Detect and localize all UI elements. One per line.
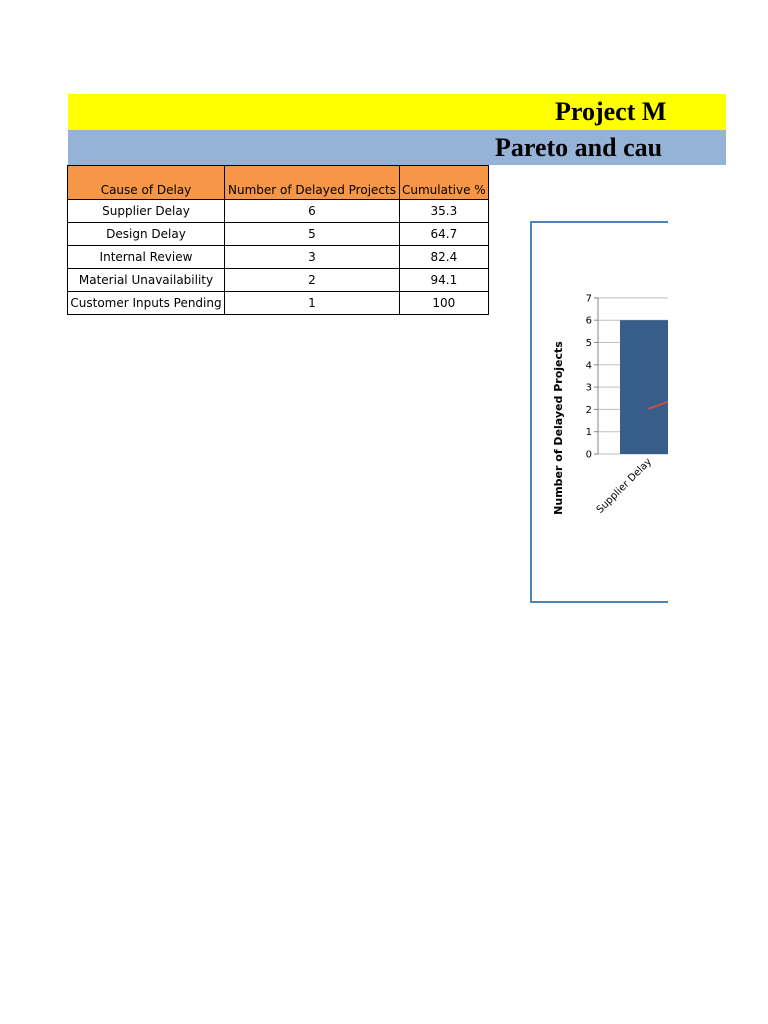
y-axis-title: Number of Delayed Projects	[552, 341, 565, 515]
y-tick-label: 6	[585, 315, 592, 327]
y-tick-label: 7	[585, 293, 592, 305]
y-tick-label: 3	[585, 382, 592, 394]
table-row	[68, 269, 489, 292]
table-header-row	[68, 166, 489, 200]
cell-cause[interactable]: Internal Review	[68, 246, 225, 269]
y-tick-label: 5	[585, 338, 592, 349]
bar-supplier-delay	[620, 320, 668, 454]
y-tick-label: 1	[585, 427, 592, 439]
delay-table-container	[67, 165, 489, 315]
cell-cumulative[interactable]: 64.7	[400, 223, 489, 246]
table-row	[68, 223, 489, 246]
cell-cause[interactable]: Design Delay	[68, 223, 225, 246]
header-cause[interactable]: Cause of Delay	[68, 166, 225, 200]
table-row	[68, 292, 489, 315]
y-tick-label: 2	[585, 404, 592, 416]
header-cumulative[interactable]: Cumulative %	[400, 166, 489, 200]
y-tick-label: 0	[585, 449, 592, 461]
table-row	[68, 246, 489, 269]
cell-cause[interactable]: Supplier Delay	[68, 200, 225, 223]
cell-cumulative[interactable]: 35.3	[400, 200, 489, 223]
cell-count[interactable]: 5	[225, 223, 400, 246]
x-tick-label: Supplier Delay	[594, 456, 655, 516]
cell-cumulative[interactable]: 94.1	[400, 269, 489, 292]
cell-count[interactable]: 3	[225, 246, 400, 269]
cell-count[interactable]: 6	[225, 200, 400, 223]
pareto-chart-svg	[532, 223, 668, 603]
table-row	[68, 200, 489, 223]
cell-cause[interactable]: Customer Inputs Pending	[68, 292, 225, 315]
cell-cumulative[interactable]: 100	[400, 292, 489, 315]
cell-count[interactable]: 1	[225, 292, 400, 315]
report-subtitle-banner	[68, 130, 726, 165]
report-subtitle: Pareto and cau	[495, 133, 663, 162]
y-tick-label: 4	[585, 360, 592, 372]
header-delayed-projects[interactable]: Number of Delayed Projects	[225, 166, 400, 200]
cell-cumulative[interactable]: 82.4	[400, 246, 489, 269]
delay-cause-table	[67, 165, 489, 315]
cell-cause[interactable]: Material Unavailability	[68, 269, 225, 292]
pareto-chart[interactable]	[530, 221, 668, 603]
report-title: Project M	[555, 97, 667, 126]
report-title-banner	[68, 94, 726, 130]
cell-count[interactable]: 2	[225, 269, 400, 292]
